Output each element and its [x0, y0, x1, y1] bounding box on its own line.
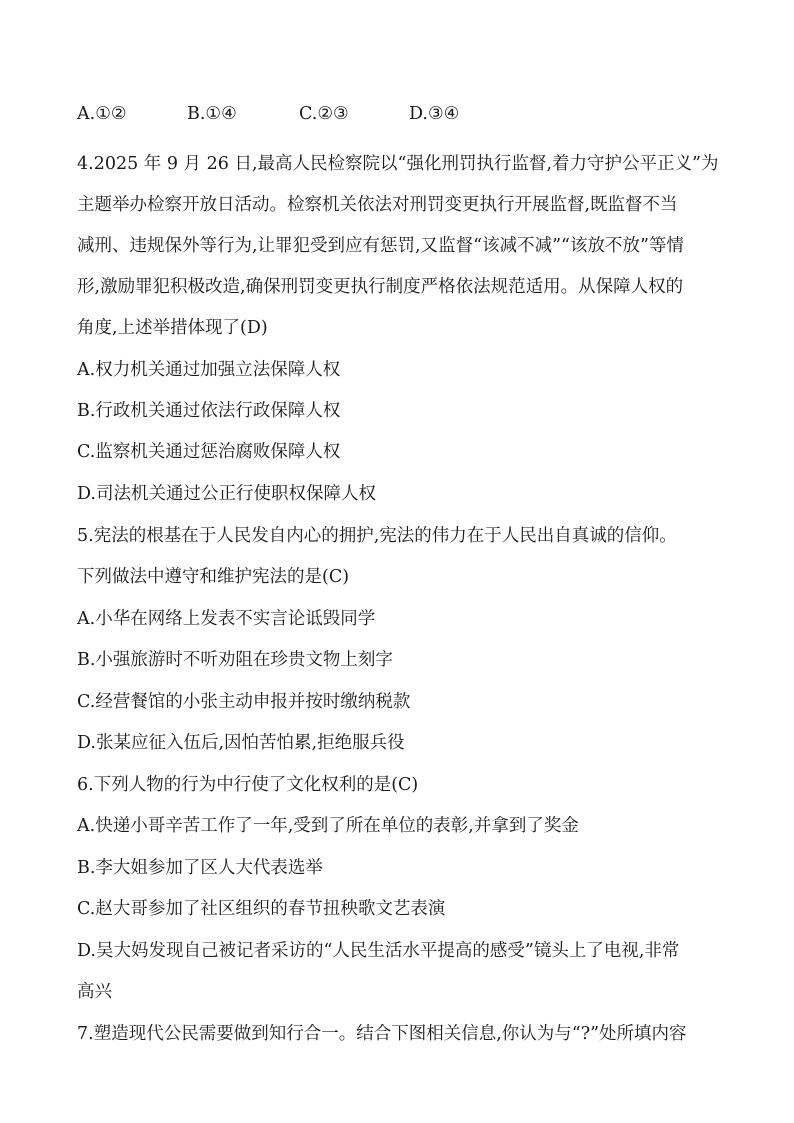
q5-stem-line-1: 5.宪法的根基在于人民发自内心的拥护,宪法的伟力在于人民出自真诚的信仰。: [77, 526, 677, 546]
q4-option-c: C.监察机关通过惩治腐败保障人权: [77, 442, 341, 462]
q3-option-b: B.①④: [187, 104, 237, 124]
q5-option-d: D.张某应征入伍后,因怕苦怕累,拒绝服兵役: [77, 733, 405, 753]
q7-stem-line-1: 7.塑造现代公民需要做到知行合一。结合下图相关信息,你认为与“?”处所填内容: [77, 1024, 687, 1044]
q6-option-b: B.李大姐参加了区人大代表选举: [77, 858, 323, 878]
q4-stem-line-5: 角度,上述举措体现了(D): [77, 318, 268, 338]
q4-stem-line-2: 主题举办检察开放日活动。检察机关依法对刑罚变更执行开展监督,既监督不当: [77, 195, 678, 215]
q5-stem-line-2: 下列做法中遵守和维护宪法的是(C): [77, 567, 350, 587]
q6-option-a: A.快递小哥辛苦工作了一年,受到了所在单位的表彰,并拿到了奖金: [77, 816, 579, 836]
q3-option-d: D.③④: [409, 104, 460, 124]
q6-option-d-line-1: D.吴大妈发现自己被记者采访的“人民生活水平提高的感受”镜头上了电视,非常: [77, 941, 680, 961]
q5-option-b: B.小强旅游时不听劝阻在珍贵文物上刻字: [77, 650, 393, 670]
q5-option-c: C.经营餐馆的小张主动申报并按时缴纳税款: [77, 692, 411, 712]
q6-option-c: C.赵大哥参加了社区组织的春节扭秧歌文艺表演: [77, 899, 446, 919]
q3-option-c: C.②③: [299, 104, 349, 124]
q4-option-b: B.行政机关通过依法行政保障人权: [77, 401, 341, 421]
q4-stem-line-1: 4.2025 年 9 月 26 日,最高人民检察院以“强化刑罚执行监督,着力守护公平正义”为: [77, 154, 719, 174]
q3-option-a: A.①②: [77, 104, 127, 124]
q4-stem-line-3: 减刑、违规保外等行为,让罪犯受到应有惩罚,又监督“该减不减”“该放不放”等情: [77, 236, 684, 256]
q4-option-d: D.司法机关通过公正行使职权保障人权: [77, 484, 376, 504]
q4-option-a: A.权力机关通过加强立法保障人权: [77, 360, 341, 380]
q4-stem-line-4: 形,激励罪犯积极改造,确保刑罚变更执行制度严格依法规范适用。从保障人权的: [77, 277, 684, 297]
q5-option-a: A.小华在网络上发表不实言论诋毁同学: [77, 609, 376, 629]
q6-stem-line-1: 6.下列人物的行为中行使了文化权利的是(C): [77, 775, 419, 795]
q6-option-d-line-2: 高兴: [77, 982, 112, 1002]
q3-options: [77, 104, 459, 124]
